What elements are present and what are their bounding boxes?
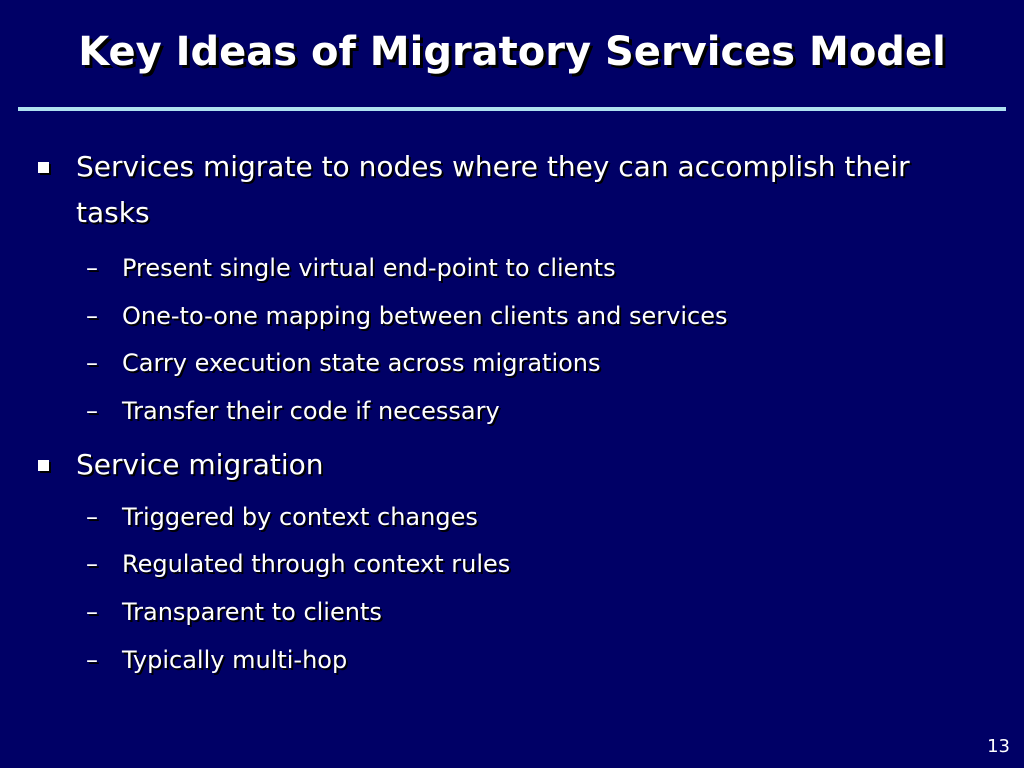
dash-bullet-icon: – <box>86 646 98 674</box>
dash-bullet-icon: – <box>86 302 98 330</box>
slide-title: Key Ideas of Migratory Services Model <box>78 29 946 75</box>
bullet-text: Service migration <box>76 448 324 481</box>
sub-bullet-text: Transfer their code if necessary <box>122 397 500 425</box>
sub-bullet-item <box>86 596 966 628</box>
sub-bullet-item <box>86 300 966 332</box>
sub-bullet-text: Triggered by context changes <box>122 503 478 531</box>
square-bullet-icon <box>38 460 49 471</box>
dash-bullet-icon: – <box>86 503 98 531</box>
sub-bullet-text: Carry execution state across migrations <box>122 349 601 377</box>
sub-bullet-item <box>86 644 966 676</box>
sub-bullet-item <box>86 395 966 427</box>
sub-bullet-item <box>86 347 966 379</box>
bullet-text: Services migrate to nodes where they can accomplish their tasks <box>76 150 910 229</box>
sub-bullet-text: Present single virtual end-point to clients <box>122 254 616 282</box>
sub-bullet-text: Typically multi-hop <box>122 646 348 674</box>
sub-bullet-item <box>86 501 966 533</box>
bullet-item <box>38 144 958 236</box>
sub-bullet-text: Regulated through context rules <box>122 550 511 578</box>
square-bullet-icon <box>38 162 49 173</box>
dash-bullet-icon: – <box>86 550 98 578</box>
dash-bullet-icon: – <box>86 349 98 377</box>
page-number: 13 <box>987 736 1010 757</box>
dash-bullet-icon: – <box>86 397 98 425</box>
dash-bullet-icon: – <box>86 598 98 626</box>
dash-bullet-icon: – <box>86 254 98 282</box>
sub-bullet-item <box>86 252 966 284</box>
sub-bullet-text: Transparent to clients <box>122 598 382 626</box>
sub-bullet-text: One-to-one mapping between clients and services <box>122 302 728 330</box>
sub-bullet-item <box>86 548 966 580</box>
bullet-item <box>38 442 958 488</box>
